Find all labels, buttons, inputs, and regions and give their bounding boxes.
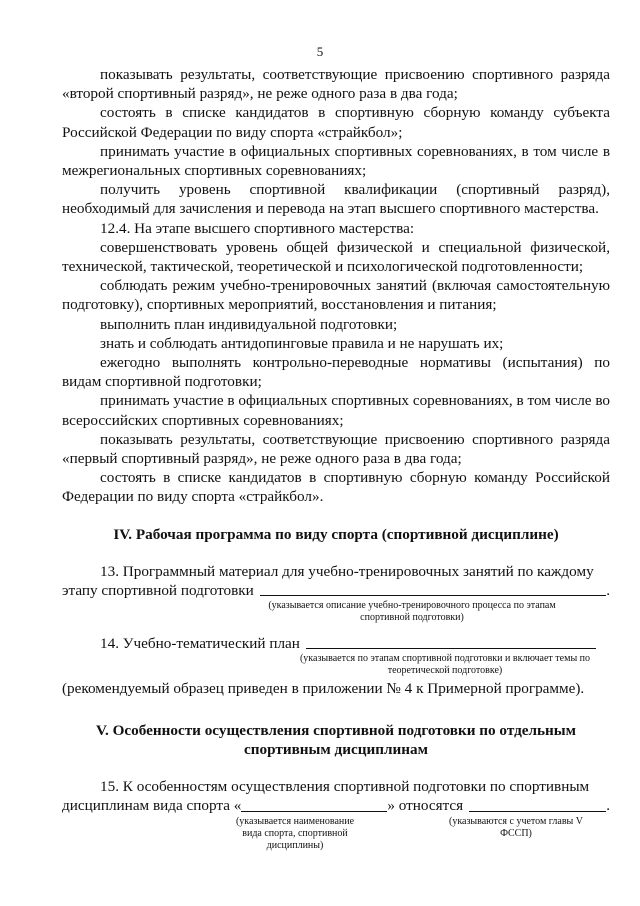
item-14-blank bbox=[306, 634, 596, 649]
document-body bbox=[62, 65, 610, 856]
item-15-note-right: (указываются с учетом главы V ФССП) bbox=[448, 815, 583, 839]
item-13-note: (указывается описание учебно-тренировочного процесса по этапам спортивной подготовки) bbox=[268, 600, 556, 624]
paragraph: показывать результаты, соответствующие присвоению спортивного разряда «второй спортивный разряд», не реже одного раза в два года; bbox=[62, 66, 610, 103]
section-4-heading: IV. Рабочая программа по виду спорта (спортивной дисциплине) bbox=[113, 525, 559, 543]
paragraph: показывать результаты, соответствующие присвоению спортивного разряда «первый спортивный разряд», не реже одного раза в два года; bbox=[62, 430, 610, 468]
item-15-blank-sport bbox=[241, 796, 387, 811]
paragraph: совершенствовать уровень общей физической и специальной физической, технической, тактической, теоретической и психологической подготовленности; bbox=[62, 238, 610, 276]
item-15-blank-features bbox=[469, 796, 606, 811]
paragraph: принимать участие в официальных спортивных соревнованиях, в том числе в межрегиональных спортивных соревнованиях; bbox=[62, 142, 610, 180]
item-14-line bbox=[62, 634, 610, 653]
paragraph: состоять в списке кандидатов в спортивную сборную команду Российской Федерации по виду спорта «страйкбол». bbox=[62, 469, 610, 506]
item-15-note-left: (указывается наименование вида спорта, спортивной дисциплины) bbox=[235, 815, 355, 851]
item-13-blank bbox=[260, 581, 606, 596]
item-13-line2 bbox=[62, 581, 610, 600]
paragraph: знать и соблюдать антидопинговые правила и не нарушать их; bbox=[100, 334, 504, 352]
paragraph: принимать участие в официальных спортивных соревнованиях, в том числе во всероссийских спортивных соревнованиях; bbox=[62, 392, 610, 429]
item-14-tail: (рекомендуемый образец приведен в приложении № 4 к Примерной программе). bbox=[62, 680, 585, 698]
paragraph: ежегодно выполнять контрольно-переводные нормативы (испытания) по видам спортивной подготовки; bbox=[62, 354, 610, 391]
item-14-start: 14. Учебно-тематический план bbox=[100, 635, 300, 653]
item-13-line2-start: этапу спортивной подготовки bbox=[62, 582, 254, 600]
item-15-line2-end: . bbox=[606, 797, 610, 815]
item-15-line2-mid: » относятся bbox=[387, 797, 464, 815]
page-number: 5 bbox=[316, 44, 324, 59]
section-5-heading-line2: спортивным дисциплинам bbox=[244, 740, 428, 758]
paragraphs-top bbox=[62, 65, 610, 507]
paragraph: получить уровень спортивной квалификации (спортивный разряд), необходимый для зачисления и перевода на этап высшего спортивного мастерства. bbox=[62, 181, 610, 218]
item-14-note: (указывается по этапам спортивной подготовки и включает темы по теоретической подготовке) bbox=[299, 653, 591, 677]
paragraph: состоять в списке кандидатов в спортивную сборную команду субъекта Российской Федерации по виду спорта «страйкбол»; bbox=[62, 104, 610, 141]
item-13-line1: 13. Программный материал для учебно-тренировочных занятий по каждому bbox=[100, 562, 594, 580]
item-15-line2 bbox=[62, 796, 610, 815]
item-15-notes bbox=[62, 816, 610, 856]
item-15-line1: 15. К особенностям осуществления спортивной подготовки по спортивным bbox=[100, 778, 590, 796]
item-13-line2-end: . bbox=[606, 582, 610, 600]
item-15-line2-start: дисциплинам вида спорта « bbox=[62, 797, 242, 815]
paragraph: 12.4. На этапе высшего спортивного мастерства: bbox=[100, 219, 415, 237]
section-5-heading-line1: V. Особенности осуществления спортивной подготовки по отдельным bbox=[95, 721, 577, 739]
paragraph: соблюдать режим учебно-тренировочных занятий (включая самостоятельную подготовку), спортивных мероприятий, восстановления и питания; bbox=[62, 277, 610, 314]
paragraph: выполнить план индивидуальной подготовки; bbox=[100, 315, 398, 333]
